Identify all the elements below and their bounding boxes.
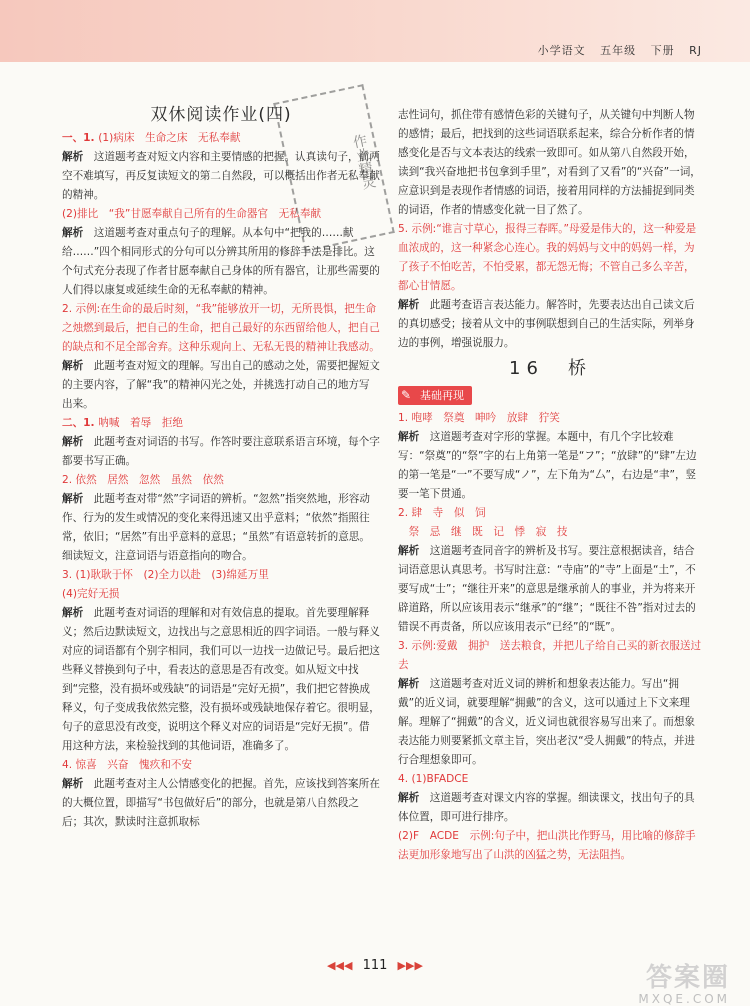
answer-text: (2)F ACDE 示例:句子中，把山洪比作野马，用比喻的修辞手法更加形象地写出了山洪的凶猛之势，无法阻挡。 [398, 830, 696, 861]
right-column [398, 106, 703, 865]
analysis-label: 解析 [62, 360, 84, 372]
explanation-text: 此题考查对主人公情感变化的把握。首先，应该找到答案所在的大概位置，即描写“书包做好后”的部分，也就是第八自然段之后；其次，默读时注意抓取标 [62, 778, 380, 828]
section-banner [398, 386, 472, 405]
answer-text: 祭 忌 继 既 记 悸 寂 技 [398, 526, 568, 538]
right-answer-list-top [398, 106, 703, 353]
analysis-label: 解析 [62, 151, 84, 163]
explanation-text: 这道题考查同音字的辨析及书写。要注意根据读音，结合词语意思认真思考。书写时注意：“寺庙”的“寺”上面是“土”，不要写成“士”；“继往开来”的意思是继承前人的事业，并为将来开辟道路，所以应该用表示“继承”的“继”；“既往不咎”指对过去的错误不再责备，所以应该用表示“已经”的“既”。 [398, 545, 696, 633]
answer-text: 2. 肆 寺 似 饲 [398, 507, 486, 519]
explanation-text: 此题考查对带“然”字词语的辨析。“忽然”指突然地，形容动作、行为的发生或情况的变化来得迅速又出乎意料；“依然”指照往常，依旧；“居然”有出乎意料的意思；“虽然”有语意转折的意思。细读短文，注意词语与语意指向的吻合。 [62, 493, 370, 562]
explanation-text: 此题考查对词语的书写。作答时要注意联系语言环境，每个字都要书写正确。 [62, 436, 380, 467]
analysis-label: 解析 [398, 431, 420, 443]
answer-line [398, 296, 703, 353]
answer-text: 二、1. [62, 417, 99, 429]
banner-label: 基础再现 [420, 389, 464, 402]
right-arrows-icon: ▶▶▶ [397, 959, 423, 972]
answer-line [398, 523, 703, 542]
answer-line [398, 637, 703, 675]
answer-line [398, 504, 703, 523]
analysis-label: 解析 [62, 227, 84, 239]
answer-text: 1. 咆哮 祭奠 呻吟 放肆 狞笑 [398, 412, 560, 424]
answer-line [398, 106, 703, 220]
explanation-text: 此题考查对短文的理解。写出自己的感动之处，需要把握短文的主要内容，了解“我”的精神闪光之处，并挑选打动自己的地方写出来。 [62, 360, 380, 410]
analysis-label: 解析 [398, 678, 420, 690]
explanation-text: 这道题考查对课文内容的掌握。细读课文，找出句子的具体位置，即可进行排序。 [398, 792, 695, 823]
answer-text: 4. (1)BFADCE [398, 773, 469, 785]
answer-line [62, 357, 380, 414]
answer-text: 3. 示例:爱戴 拥护 送去粮食，并把儿子给自己买的新衣服送过去 [398, 640, 702, 671]
analysis-label: 解析 [62, 778, 84, 790]
analysis-label: 解析 [398, 545, 420, 557]
answer-line [398, 770, 703, 789]
book-info [528, 42, 702, 58]
answer-line [62, 300, 380, 357]
answer-text: 4. 惊喜 兴奋 愧疚和不安 [62, 759, 193, 771]
answer-line [62, 775, 380, 832]
chapter-title: 16 桥 [509, 358, 592, 379]
section-title: 双休阅读作业(四) [150, 105, 292, 125]
answer-text: 3. (1)耿耿于怀 (2)全力以赴 (3)绵延万里 [62, 569, 269, 581]
answer-text: (2)排比 “我”甘愿奉献自己所有的生命器官 无私奉献 [62, 208, 322, 220]
pen-icon: ✎ [401, 388, 412, 402]
answer-line [398, 675, 703, 770]
explanation-text: 此题考查语言表达能力。解答时，先要表达出自己读文后的真切感受；接着从文中的事例联想到自己的生活实际，列举身边的事例，增强说服力。 [398, 299, 695, 349]
answer-line [62, 585, 380, 604]
answer-line [62, 490, 380, 566]
analysis-label: 解析 [62, 493, 84, 505]
answer-text: (4)完好无损 [62, 588, 120, 600]
answer-text: 2. 示例:在生命的最后时刻，“我”能够放开一切，无所畏惧，把生命之烛燃到最后，把自己的生命，把自己最好的东西留给他人，把自己的缺点和不足全部舍弃。这种乐观向上、无私无畏的精神让我感动。 [62, 303, 380, 353]
answer-line [398, 220, 703, 296]
answer-text: (1)病床 生命之床 无私奉献 [98, 132, 241, 144]
answer-text: 2. 依然 居然 忽然 虽然 依然 [62, 474, 224, 486]
answer-line [398, 428, 703, 504]
answer-line [62, 604, 380, 756]
watermark-url: MXQE.COM [638, 992, 730, 1006]
explanation-text: 这道题考查对重点句子的理解。从本句中“把我的……献给……”四个相同形式的分句可以分辨其所用的修辞手法是排比。这个句式充分表现了作者甘愿奉献自己身体的所有器官，让那些需要的人们得以康复或延续生命的无私奉献的精神。 [62, 227, 380, 296]
edition: RJ [689, 44, 702, 57]
analysis-label: 解析 [398, 792, 420, 804]
explanation-text: 这道题考查对短文内容和主要情感的把握。认真读句子，前两空不难填写，再反复读短文的第二自然段，可以概括出作者无私奉献的精神。 [62, 151, 380, 201]
explanation-text: 这道题考查对字形的掌握。本题中，有几个字比较难写：“祭奠”的“祭”字的右上角第一笔是“フ”；“放肆”的“肆”左边的第一笔是“一”不要写成“ノ”，左下角为“厶”，右边是“聿”，竖要一笔下贯通。 [398, 431, 697, 500]
answer-line [62, 566, 380, 585]
analysis-label: 解析 [62, 436, 84, 448]
analysis-label: 解析 [62, 607, 84, 619]
answer-line [62, 414, 380, 433]
right-answer-list-bottom [398, 409, 703, 865]
grade: 五年级 [600, 44, 637, 57]
term: 下册 [650, 44, 675, 57]
answer-text: 一、1. [62, 132, 99, 144]
answer-line [62, 433, 380, 471]
answer-line [398, 827, 703, 865]
answer-line [398, 409, 703, 428]
explanation-text: 志性词句，抓住带有感情色彩的关键句子，从关键句中判断人物的感情；最后，把找到的这些词语联系起来，综合分析作者的情感变化是否与文本表达的线索一致即可。如从第八自然段开始，读到“我兴奋地把书包拿到手里”，对看到了又看”的“兴奋”一词，应意识到是表现作者情感的词语，接着用同样的方法捕捉到同类的词语，作者的情感变化就一目了然了。 [398, 109, 701, 216]
page-footer [0, 958, 750, 973]
homework-stamp: 作业精灵 [273, 84, 395, 252]
explanation-text: 这道题考查对近义词的辨析和想象表达能力。写出“拥戴”的近义词，就要理解“拥戴”的含义，这可以通过上下文来理解。理解了“拥戴”的含义，近义词也就很容易写出来了。而想象表达能力则要紧抓文章主旨，突出老汉“受人拥戴”的特点，并进行合理想象即可。 [398, 678, 696, 766]
answer-line [62, 756, 380, 775]
page-header [0, 0, 750, 62]
answer-line [398, 789, 703, 827]
watermark-logo: 答案圈 [645, 963, 730, 993]
analysis-label: 解析 [398, 299, 420, 311]
subject: 小学语文 [537, 44, 586, 57]
answer-text: 呐喊 着辱 拒绝 [98, 417, 184, 429]
answer-text: 5. 示例:“谁言寸草心，报得三春晖。”母爱是伟大的，这一种爱是血浓成的，这一种紧念心连心。我的妈妈与文中的妈妈一样，为了孩子不怕吃苦，不怕受累，都无怨无悔；不管自己多么辛苦，都心甘情愿。 [398, 223, 697, 292]
answer-line [62, 471, 380, 490]
left-arrows-icon: ◀◀◀ [327, 959, 353, 972]
page-number: 111 [362, 958, 388, 973]
answer-line [398, 542, 703, 637]
explanation-text: 此题考查对词语的理解和对有效信息的提取。首先要理解释义；然后边默读短文，边找出与之意思相近的四字词语。一般与释义对应的词语都有个别字相同，我们可以一边找一边做记号。最后把这些释义替换到句子中，看表达的意思是否有改变。如从短文中找到“完整，没有损坏或残缺”的词语是“完好无损”，我们把它替换成释义，句子变成我依然完整，没有损坏或残缺地保存着它。很明显，句子的意思没有改变，说明这个释义对应的词语是“完好无损”。借用这种方法，来检验找到的其他词语，准确多了。 [62, 607, 380, 752]
